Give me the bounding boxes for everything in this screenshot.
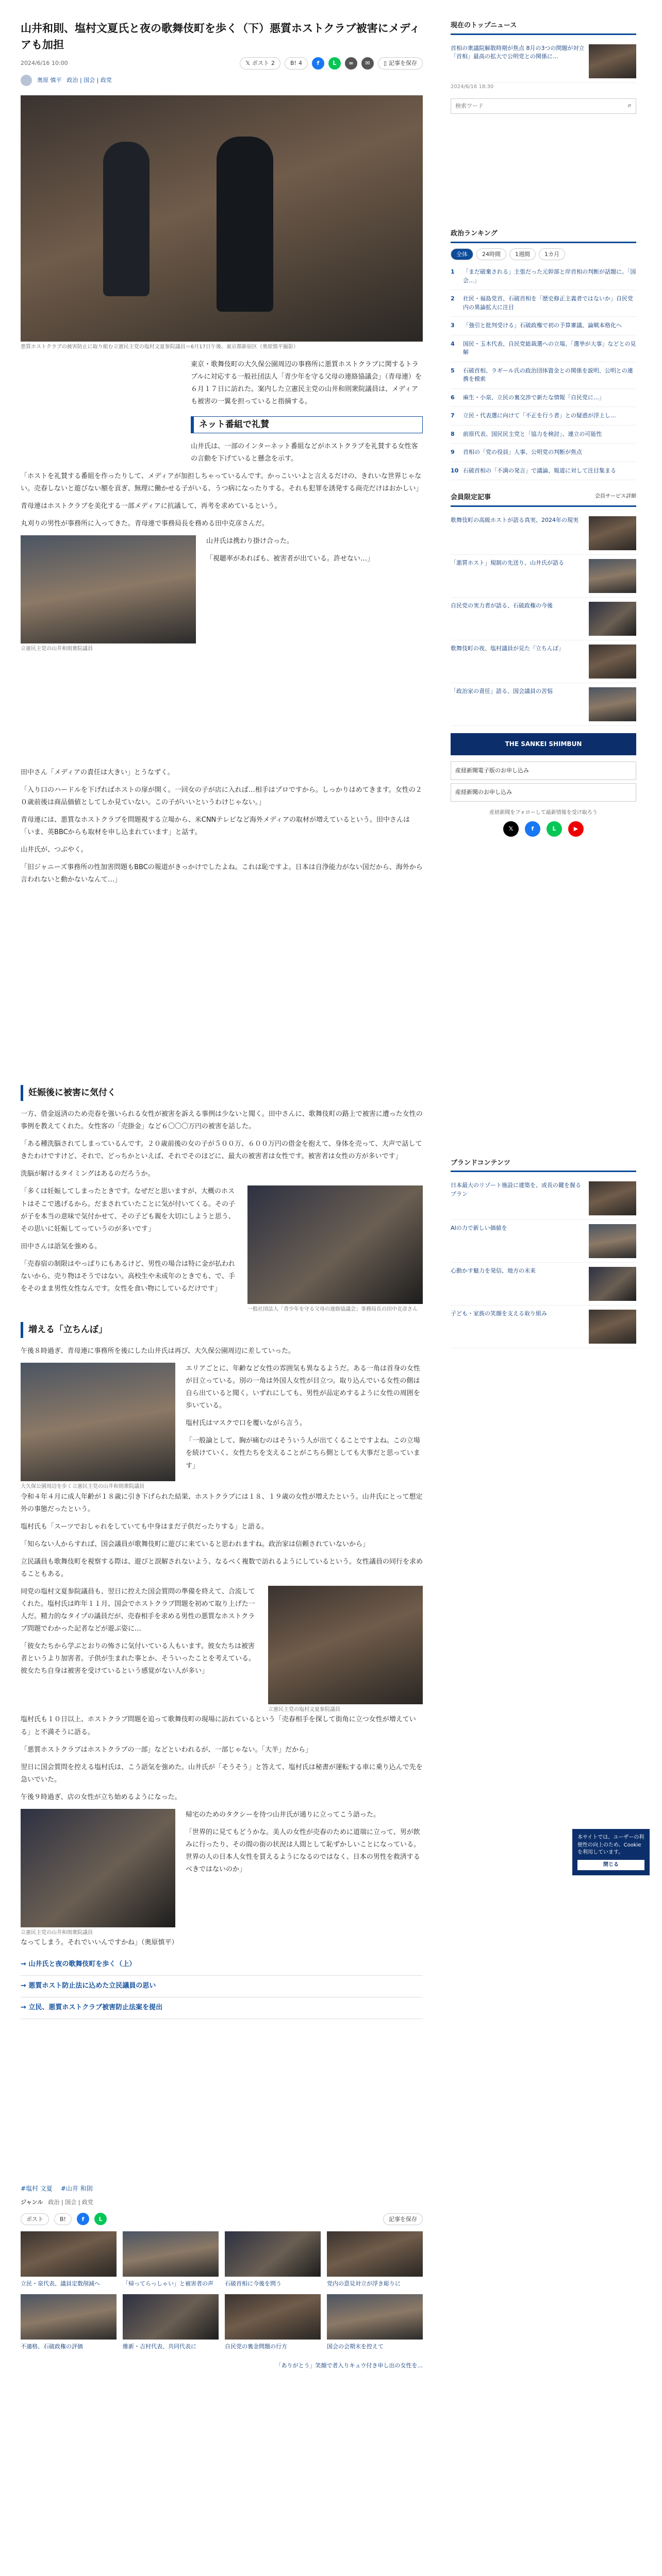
top-news-title: 現在のトップニュース <box>451 21 636 35</box>
paragraph: 山井氏が、つぶやく。 <box>21 845 88 854</box>
paragraph: 塩村氏も「スーツでおしゃれをしていても中身はまだ子供だったりする」と語る。 <box>21 1522 268 1531</box>
line-icon[interactable]: L <box>328 57 341 70</box>
paragraph: 青母連はホストクラブを美化する一部メディアに抗議して、再考を求めているという。 <box>21 502 282 511</box>
tag-row <box>21 2184 423 2194</box>
recommend-card[interactable]: 立民・泉代表、議員定数削減へ <box>21 2231 117 2288</box>
paragraph: 「ホストを礼賛する番組を作ったりして、メディアが加担しちゃっているんです。かっこいいよと言えるだけの、きれいな世界じゃない。売春しないと遊びない額を貢ぎ、無理に働かせる子がいる、うつ病になったりする。それも犯罪を誘発する商売だけはおかしい」 <box>21 472 423 493</box>
article-date: 2024/6/16 10:00 <box>21 60 68 67</box>
recommend-card[interactable]: 自民党の裏金問題の行方 <box>225 2294 321 2351</box>
paragraph: 「彼女たちから学ぶとおりの怖さに気付いている人もいます。彼女たちは被害者というより加害者。子供が生まれた事とか、そういったことを考えている。彼女たち自身は被害を受けているという感覚がない人が多い」 <box>21 1642 256 1675</box>
members-item[interactable]: 「政治家の責任」語る、国会議員の苦悩 <box>451 683 636 726</box>
paragraph: 令和４年４月に成人年齢が１８歳に引き下げられた結果、ホストクラブには１８、１９歳の女性が増えたという。山井氏にとって想定外の事態だったという。 <box>21 1493 423 1513</box>
members-item[interactable]: 歌舞伎町の高級ホストが語る真実、2024年の現実 <box>451 512 636 555</box>
brand-item[interactable]: 日本最大のリゾート施設に建築を、成長の鍵を握るプラン <box>451 1177 636 1220</box>
share-hatena-button[interactable]: B! 4 <box>285 57 308 70</box>
paragraph: 「売春宿の制限はやっぱりにもあるけど、男性の場合は特に金が払われないから、売り物はそうではない。高校生や未成年のときでも、で、手をそのまま男性女性なんです。女性を食い物にしているだけです」 <box>21 1260 236 1293</box>
paragraph: 「多くは妊娠してしまったときです。なぜだと思いますが、大概のホストはそこで逃げるから。だまされていたことに気が付いてくる。その子が子を本当の意味で気付かせて、その子ども親を大切にしようと思う、その思いに妊娠してっていうのが多いです」 <box>21 1188 236 1233</box>
paragraph: 山井氏は、一部のインターネット番組などがホストクラブを礼賛する女性客の言動を下げていると懸念を示す。 <box>191 442 418 463</box>
x-icon[interactable]: 𝕏 <box>503 821 519 837</box>
brand-item[interactable]: 心動かす魅力を発信、地方の未来 <box>451 1263 636 1306</box>
paragraph: 同党の塩村文夏参院議員も、翌日に控えた国会質問の準備を終えて、合流してくれた。塩村氏は昨年１１月、国会でホストクラブ問題を初めて取り上げた一人だ。精力的なタイプの議員だが、売春相手を求める男性の悪質なホストクラブ問題でわかった記者などが遊ぶ姿に… <box>21 1587 255 1633</box>
paragraph: 「悪質ホストクラブはホストクラブの一部」などといわれるが、一部じゃない。「大半」だから」 <box>21 1745 312 1754</box>
line-icon[interactable]: L <box>547 821 562 837</box>
search-icon[interactable]: ⌕ <box>627 101 632 110</box>
related-link[interactable]: → 山井氏と夜の歌舞伎町を歩く（上） <box>21 1954 423 1976</box>
x-icon: 𝕏 <box>245 60 250 67</box>
ranking-item[interactable]: 8 前原代表、国民民主党と「協力を検討」、連立の可能性 <box>451 426 636 444</box>
top-news-item[interactable]: 首相の衆議院解散時期が焦点 8月の3つの問題が対立 「首相」最高の拡大で公明党との関係に... <box>451 40 636 83</box>
section-heading-pregnant: 妊娠後に被害に気付く <box>21 1085 423 1101</box>
cookie-close-button[interactable]: 閉じる <box>577 1860 644 1871</box>
youtube-icon[interactable]: ▶ <box>568 821 584 837</box>
members-item[interactable]: 歌舞伎町の夜、塩村議員が見た「立ちんぼ」 <box>451 640 636 683</box>
tab-1m[interactable]: 1カ月 <box>539 248 565 261</box>
person-figure-left <box>103 142 150 296</box>
photo-caption: 一般社団法人「青少年を守る父母の連絡協議会」事務局長の田中克彦さん <box>247 1307 418 1313</box>
share-hatena-button[interactable]: B! <box>54 2213 72 2226</box>
paragraph: 「世界的に見てもどうかな。美人の女性が売春のために道端に立って、男が飲みに行ったり、その間の街の状況は人間として恥ずかしいことになっている。世界の人の日本人女性を買えるようになるのではなく、日本の男性を救済するべきではないのか」 <box>186 1828 421 1873</box>
ranking-item[interactable]: 10 石破首相の「不満の発言」で議論、報道に対して注目集まる <box>451 462 636 481</box>
ranking-list <box>451 263 636 480</box>
paragraph: 「視聴率があればも、被害者が出ている。許せない…」 <box>206 555 374 563</box>
share-x-button[interactable]: ポスト <box>21 2213 49 2226</box>
paragraph: 「ある種洗脳されてしまっているんです。２０歳前後の女の子が５００万、６００万円の借金を抱えて、身体を売って、大声で話してきたわけですけど、それで、どっちかといえば、それでそのほどに、最大の被害者は女性です。被害者は女性の方が多いです」 <box>21 1140 422 1161</box>
paragraph: 「知らない人からすれば、国会議員が歌舞伎町に遊びに来ていると思われますね。政治家は信頼されていないから」 <box>21 1540 370 1548</box>
ranking-item[interactable]: 4 国民・玉木代表、自民党総裁選への立場、「選挙が大事」などとの見解 <box>451 335 636 362</box>
recommend-card[interactable]: 石破首相に今後を問う <box>225 2231 321 2288</box>
bottom-note[interactable]: 「ありがとう」笑顔で者入りキュウ付き申し出の女性を... <box>275 2362 423 2369</box>
author-row <box>21 75 423 86</box>
paragraph: 洗脳が解けるタイミングはあるのだろうか。 <box>21 1170 155 1178</box>
section-heading-net: ネット番組で礼賛 <box>191 416 423 433</box>
paragraph: 田中さん「メディアの責任は大きい」とうなずく。 <box>21 768 174 776</box>
tab-all[interactable]: 全体 <box>451 248 473 261</box>
paragraph: 午後８時過ぎ、青母連に事務所を後にした山井氏は再び、大久保公園周辺に差していった。 <box>21 1347 295 1355</box>
recommend-card[interactable]: 党内の意見対立が浮き彫りに <box>327 2231 423 2288</box>
article-title: 山井和則、塩村文夏氏と夜の歌舞伎町を歩く（下）悪質ホストクラブ被害にメディアも加担 <box>21 22 420 51</box>
ranking-item[interactable]: 6 麻生・小泉、立民の裏交渉で新たな情報「自民党に...」 <box>451 389 636 408</box>
ranking-item[interactable]: 9 首相の「党の役員」人事、公明党の判断が焦点 <box>451 444 636 462</box>
facebook-icon[interactable]: f <box>77 2213 89 2225</box>
recommend-card[interactable]: 不適格、石破政権の評価 <box>21 2294 117 2351</box>
paragraph: 東京・歌舞伎町の大久保公園周辺の事務所に悪質ホストクラブに関するトラブルに対応する一般社団法人「青少年を守る父母の連絡協議会」（青母連）を６月１７日に訪れた。案内した立憲民主党の山井和則衆院議員は、メディアも被害の一翼を担っていると指摘する。 <box>191 360 422 405</box>
brand-title: ブランドコンテンツ <box>451 1158 636 1173</box>
search-box[interactable] <box>451 98 636 114</box>
recommend-card[interactable]: 「帰ってらっしゃい」と被害者の声 <box>123 2231 219 2288</box>
cookie-notice: 本サイトでは、ユーザーの利便性の向上のため、Cookieを利用しています。 閉じる <box>572 1829 650 1875</box>
paragraph: 「一般論として、胸が痛むのはそういう人が出てくることですよね。この立場を続けていく、女性たちを支えることがこちら側としても大事だと思っています」 <box>186 1437 420 1470</box>
recommend-card[interactable]: 維新・吉村代表、共同代表に <box>123 2294 219 2351</box>
related-link[interactable]: → 悪質ホスト防止法に込めた立民議員の思い <box>21 1976 423 1997</box>
article-category[interactable]: 政治 | 国会 | 政党 <box>67 77 112 84</box>
tag-link[interactable]: #塩村 文夏 <box>21 2184 53 2192</box>
photo-night[interactable] <box>21 1809 175 1927</box>
photo-caption: 立憲民主党の山井和則衆院議員 <box>21 646 93 652</box>
mail-signup-button[interactable]: 産経新聞電子版のお申し込み <box>451 761 636 780</box>
follow-icons <box>451 821 636 837</box>
top-news-date: 2024/6/16 18:30 <box>451 83 494 90</box>
mail-signup-button[interactable]: 産経新聞のお申し込み <box>451 783 636 802</box>
author-avatar <box>21 75 32 86</box>
paragraph: 「旧ジャニーズ事務所の性加害問題もBBCの報道がきっかけでしたよね。これは恥ですよ。日本は自浄能力がない国だから、海外から言われないと動かないなんて…」 <box>21 863 423 884</box>
paragraph: 午後９時過ぎ、店の女性が立ち始めるようになった。 <box>21 1793 181 1801</box>
tab-24h[interactable]: 24時間 <box>476 248 506 261</box>
photo-caption: 立憲民主党の塩村文夏参院議員 <box>268 1706 340 1713</box>
author-name[interactable]: 奥原 慎平 <box>37 77 62 84</box>
main-photo-caption: 悪質ホストクラブの被害防止に取り組む立憲民主党の塩村文夏参院議員＝6月17日午後、東京都新宿区（奥原慎平撮影） <box>21 344 299 350</box>
members-item[interactable]: 「悪質ホスト」規制の先送り、山井氏が語る <box>451 555 636 598</box>
mail-icon[interactable]: ✉ <box>361 57 374 70</box>
members-item[interactable]: 自民党の実力者が語る、石破政権の今後 <box>451 598 636 640</box>
brand-item[interactable]: AIの力で新しい価値を <box>451 1220 636 1263</box>
recommend-card[interactable]: 国会の会期末を控えて <box>327 2294 423 2351</box>
photo-yamanoi[interactable] <box>21 535 196 643</box>
paragraph: 丸刈りの男性が事務所に入ってきた。青母連で事務局長を務める田中克彦さんだ。 <box>21 520 269 528</box>
paragraph: 塩村氏も１０日以上、ホストクラブ問題を追って歌舞伎町の現場に訪れているという「売春相手を探して街角に立つ女性が増えている」と不満そうに語る。 <box>21 1716 416 1736</box>
facebook-icon[interactable]: f <box>312 57 324 70</box>
share-row <box>240 57 423 70</box>
paragraph: 山井氏は携わり掛け合った。 <box>206 537 294 546</box>
line-icon[interactable]: L <box>94 2213 107 2225</box>
section-heading-walk: 増える「立ちんぼ」 <box>21 1322 423 1338</box>
paragraph: 「入り口のハードルを下げればホストの扉が開く。一回女の子が店に入れば…相手はプロですから。しっかりはめてきます。女性の２０歳前後は商品価値としてしか見ていない。この子がいいというわけじゃない。」 <box>21 786 422 806</box>
ranking-item[interactable]: 2 社民・福島党首、石破首相を「歴史修正主義者ではないか」自民党内の異論拡大に注目 <box>451 290 636 317</box>
ranking-item[interactable]: 5 石破首相、ラギール氏の政治団体資金との関係を説明、公明との連携を模索 <box>451 362 636 389</box>
paragraph: 田中さんは語気を強める。 <box>21 1242 102 1250</box>
article-meta <box>21 57 423 70</box>
ranking-tabs <box>451 248 636 261</box>
sankei-banner[interactable]: THE SANKEI SHIMBUN <box>451 733 636 755</box>
search-input[interactable] <box>455 103 628 109</box>
ranking-item[interactable]: 3 「強引と批判受ける」石破政権で初の予算審議、論戦本格化へ <box>451 317 636 335</box>
paragraph: エリアごとに、年齢など女性の雰囲気も異なるようだ。ある一角は首身の女性が目立っている。別の一角は外国人女性が目立つ。取り込んでいる女性の側は自ら出ていると聞く。いずれにしても、男性が品定めするように女性の周囲を歩いている。 <box>186 1365 421 1410</box>
paragraph: 一方、借金返済のため売春を強いられる女性が被害を訴える事例は少ないと聞く。田中さんに、歌舞伎町の路上で被害に遭った女性の事例を教えてくれた。女性客の「売掛金」など６〇〇〇万円の被害を話した。 <box>21 1110 423 1131</box>
photo-street[interactable] <box>21 1363 175 1481</box>
main-photo[interactable] <box>21 95 423 342</box>
paragraph: 塩村氏はマスクで口を覆いながら言う。 <box>186 1419 307 1428</box>
tab-1w[interactable]: 1週間 <box>509 248 536 261</box>
tag-link[interactable]: #山井 和則 <box>60 2184 93 2192</box>
ranking-item[interactable]: 7 立民・代表選に向けて「不正を行う者」との疑惑が浮上し... <box>451 407 636 426</box>
paragraph: 立民議員も歌舞伎町を視察する際は、遊びと誤解されないよう、なるべく複数で訪れるようにしているという。女性議員の同行を求めることもある。 <box>21 1557 423 1578</box>
paragraph: なってしまう。それでいいんですかね」（奥原慎平） <box>21 1939 178 1947</box>
bottom-share-row <box>21 2213 423 2225</box>
person-figure-right <box>217 137 273 312</box>
related-link[interactable]: → 立民、悪質ホストクラブ被害防止法案を提出 <box>21 1997 423 2019</box>
sidebar <box>451 22 636 1348</box>
photo-tanaka[interactable] <box>247 1185 423 1304</box>
photo-caption: 立憲民主党の山井和則衆院議員 <box>21 1929 93 1936</box>
recommend-grid <box>21 2231 423 2351</box>
ranking-item[interactable]: 1 「まだ破棄される」主張だった元幹部と岸首相の判断が話題に。「国会...」 <box>451 263 636 290</box>
genre-row: ジャンル 政治 | 国会 | 政党 <box>21 2198 93 2206</box>
brand-item[interactable]: 子ども・家族の笑顔を支える取り組み <box>451 1306 636 1348</box>
members-title: 会員限定記事 会員サービス詳細 <box>451 493 636 507</box>
follow-text: 産経新聞をフォローして最新情報を受け取ろう <box>489 809 598 816</box>
share-x-button[interactable]: 𝕏 ポスト 2 <box>240 57 280 70</box>
save-article-button[interactable]: 記事を保存 <box>383 2213 423 2226</box>
ranking-title: 政治ランキング <box>451 229 636 243</box>
paragraph: 帰宅のためのタクシーを待つ山井氏が通りに立ってこう語った。 <box>186 1810 380 1819</box>
paragraph: 翌日に国会質問を控える塩村氏は、こう語気を強めた。山井氏が「そうそう」と答えて、塩村氏は秘書が運転する車に乗り込んで先を急いでいた。 <box>21 1763 423 1784</box>
facebook-icon[interactable]: f <box>525 821 540 837</box>
photo-shiomura[interactable] <box>268 1586 423 1704</box>
paragraph: 青母連には、悪質なホストクラブを問題視する立場から、米CNNテレビなど海外メディアの取材が増えているという。田中さんは「いま、英BBCからも取材を申し込まれています」と話す。 <box>21 816 410 836</box>
save-article-button[interactable]: ▯ 記事を保存 <box>378 57 423 70</box>
photo-caption: 大久保公園周辺を歩く立憲民主党の山井和則衆院議員 <box>21 1484 144 1490</box>
article-main <box>21 21 423 2370</box>
link-icon[interactable]: ∞ <box>345 57 357 70</box>
bookmark-icon: ▯ <box>383 60 387 67</box>
